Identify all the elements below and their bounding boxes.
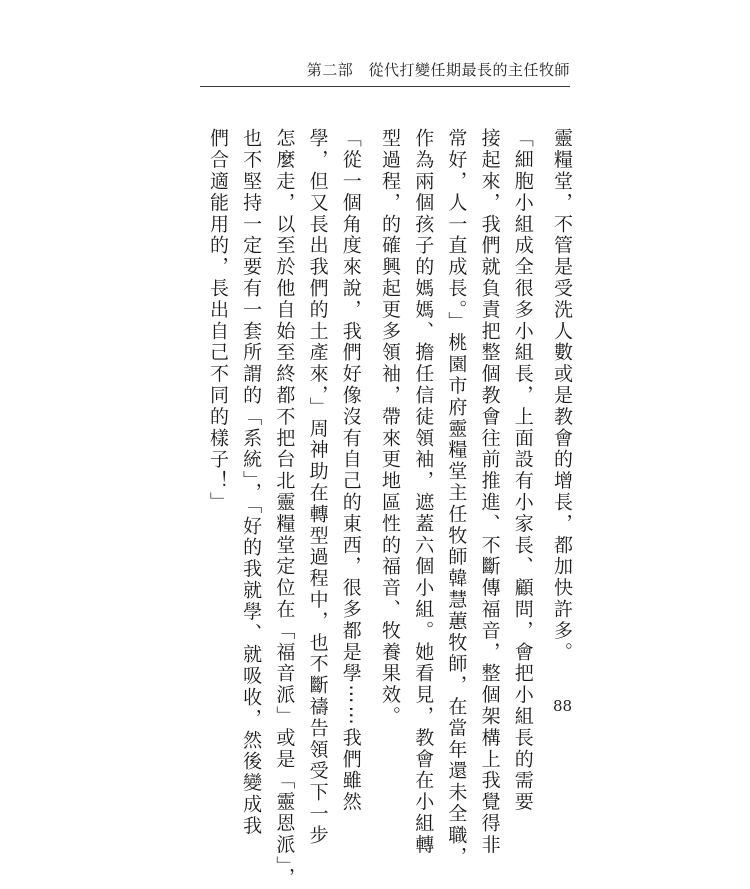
text-line: 作為兩個孩子的媽媽、擔任信徒領袖，遮蓋六個小組。她看見，教會在小組轉 bbox=[412, 128, 435, 856]
text-line: 常好，人一直成長。」桃園市府靈糧堂主任牧師韓慧蕙牧師，在當年還未全職， bbox=[445, 128, 468, 868]
running-header bbox=[307, 59, 570, 80]
text-line: 學，但又長出我們的土產來，」周神助在轉型過程中，也不斷禱告領受下一步 bbox=[306, 128, 329, 847]
text-line: 怎麼走，以至於他自始至終都不把台北靈糧堂定位在「福音派」或是「靈恩派」， bbox=[273, 128, 296, 889]
header-divider bbox=[200, 86, 570, 87]
page-number: 88 bbox=[553, 697, 573, 715]
text-line: 也不堅持一定要有一套所謂的「系統」，「好的我就學、就吸收，然後變成我 bbox=[240, 128, 263, 837]
text-line: 「細胞小組成全很多小組長，上面設有小家長、顧問，會把小組長的需要 bbox=[511, 128, 534, 813]
text-line: 「從一個角度來說，我們好像沒有自己的東西，很多都是學⋯⋯我們雖然 bbox=[339, 128, 362, 813]
text-line: 們合適能用的，長出自己不同的樣子！」 bbox=[206, 128, 229, 514]
text-line: 靈糧堂，不管是受洗人數或是教會的增長，都加快許多。 bbox=[551, 128, 573, 663]
header-part-label: 第二部 bbox=[306, 61, 354, 79]
text-line: 型過程，的確興起更多領袖，帶來更地區性的福音、牧養果效。 bbox=[378, 128, 401, 728]
text-line: 接起來，我們就負責把整個教會往前推進、不斷傳福音，整個架構上我覺得非 bbox=[478, 128, 501, 856]
header-chapter-title: 從代打變任期最長的主任牧師 bbox=[368, 61, 570, 79]
